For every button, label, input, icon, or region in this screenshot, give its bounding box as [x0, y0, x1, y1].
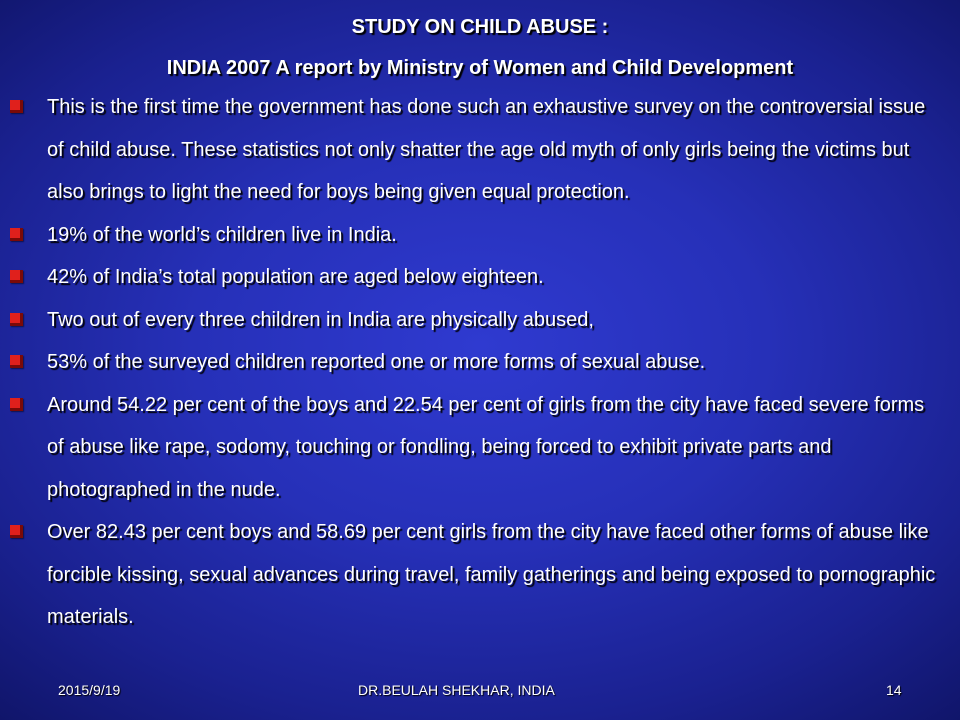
bullet-item-3 — [0, 256, 960, 299]
title-line-1: STUDY ON CHILD ABUSE : — [351, 16, 609, 38]
bullet-item-4 — [0, 299, 960, 342]
square-bullet-icon — [10, 398, 23, 411]
bullet-text: Around 54.22 per cent of the boys and 22.54 per cent of girls from the city have faced severe forms of abuse like rape, sodomy, touching or fondling, being forced to exhibit private parts and photographed in the nude. — [47, 393, 925, 501]
bullet-text: 19% of the world’s children live in India. — [47, 223, 397, 246]
bullet-list — [0, 86, 960, 639]
bullet-text: 53% of the surveyed children reported one or more forms of sexual abuse. — [47, 351, 706, 373]
bullet-item-5 — [0, 341, 960, 384]
bullet-item-1 — [0, 86, 960, 214]
square-bullet-icon — [10, 228, 23, 241]
bullet-text: Over 82.43 per cent boys and 58.69 per cent girls from the city have faced other forms of abuse like forcible kissing, sexual advances during travel, family gatherings and being exposed to pornographic materials. — [47, 521, 936, 628]
square-bullet-icon — [10, 313, 23, 326]
bullet-item-7 — [0, 511, 960, 639]
square-bullet-icon — [10, 270, 23, 283]
footer-author: DR.BEULAH SHEKHAR, INDIA — [358, 682, 555, 698]
square-bullet-icon — [10, 100, 23, 113]
footer-date: 2015/9/19 — [58, 682, 121, 698]
square-bullet-icon — [10, 355, 23, 368]
bullet-text: 42% of India’s total population are aged below eighteen. — [47, 266, 544, 288]
bullet-item-2 — [0, 214, 960, 257]
bullet-item-6 — [0, 384, 960, 512]
square-bullet-icon — [10, 525, 23, 538]
title-line-2: INDIA 2007 A report by Ministry of Women and Child Development — [166, 57, 794, 79]
bullet-text: Two out of every three children in India are physically abused, — [47, 308, 594, 331]
bullet-text: This is the first time the government has done such an exhaustive survey on the controversial issue of child abuse. These statistics not only shatter the age old myth of only girls being the victims but also brings to light the need for boys being given equal protection. — [47, 96, 926, 203]
slide-title — [0, 12, 960, 82]
footer-page-number: 14 — [886, 682, 902, 698]
